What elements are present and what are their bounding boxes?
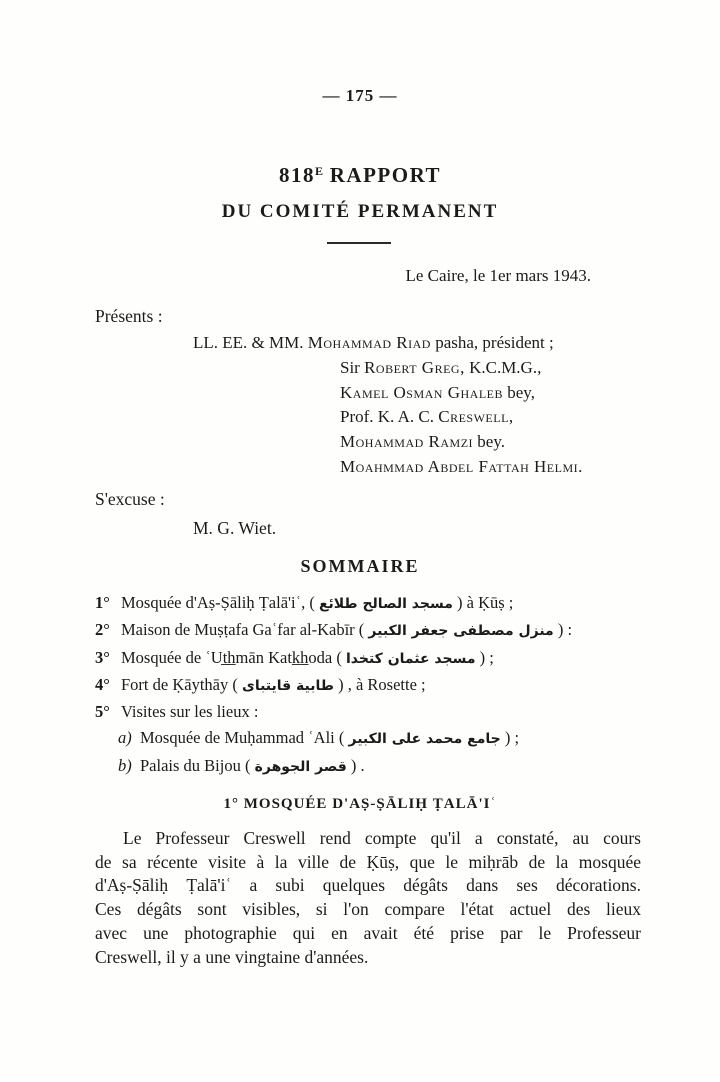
attendee-name: Robert Greg,: [364, 357, 465, 377]
page-number: — 175 —: [322, 86, 398, 105]
report-title: [0, 163, 720, 188]
attendee-prefix: Sir: [340, 357, 365, 377]
sommaire-item-tail: ) ;: [475, 647, 494, 667]
sommaire-list: [95, 590, 655, 780]
arabic-text: مسجد الصالح طلائع: [318, 596, 453, 612]
report-number-ordinal: E: [314, 164, 323, 178]
excuse-label: S'excuse :: [95, 489, 165, 509]
dateline: Le Caire, le 1er mars 1943.: [405, 266, 591, 285]
attendee-line: [340, 381, 655, 406]
arabic-text: جامع محمد على الكبير: [348, 731, 501, 748]
sommaire-subitem: [118, 725, 655, 752]
sommaire-item-text: Mosquée d'Aṣ-Ṣāliḥ Ṭalā'iʿ, (: [121, 593, 319, 612]
title-rule: [327, 242, 391, 244]
sommaire-item-number: 5°: [95, 702, 110, 722]
body-paragraph: [95, 827, 641, 969]
sommaire-item: [95, 617, 655, 644]
paragraph-line: de sa récente visite à la ville de Ḳūṣ, que le miḥrāb de la mosquée: [95, 851, 641, 872]
attendee-suffix: K.C.M.G.,: [464, 357, 542, 377]
sommaire-item: [95, 699, 655, 725]
paragraph-line: Le Professeur Creswell rend compte qu'il a constaté, au cours: [123, 828, 641, 848]
sommaire-subitem-text: Mosquée de Muḥammad ʿAli (: [140, 728, 349, 748]
sommaire-item: [95, 672, 655, 699]
sommaire-item-tail: ) :: [553, 620, 573, 640]
sommaire-item-text: Fort de Ḳāythāy (: [121, 674, 242, 694]
attendee-name: Creswell,: [438, 407, 514, 427]
attendee-prefix: LL. EE. & MM.: [193, 333, 308, 352]
section-heading: 1° MOSQUÉE D'AṢ-ṢĀLIḤ ṬALĀ'Iʿ: [223, 796, 497, 812]
sommaire-title: SOMMAIRE: [300, 556, 420, 576]
report-word: RAPPORT: [323, 163, 442, 187]
attendee-suffix: pasha, président ;: [430, 333, 554, 352]
sommaire-item-tail: ) à Ḳūṣ ;: [452, 593, 514, 612]
sommaire-item-tail: ) , à Rosette ;: [333, 674, 426, 694]
sommaire-item-text: Maison de Muṣṭafa Gaʿfar al-Kabīr (: [121, 620, 369, 640]
sommaire-subitem-tail: ) ;: [500, 728, 520, 748]
sommaire-item-text: Mosquée de ʿUt̲h̲mān Katk̲h̲oda (: [121, 647, 346, 667]
attendee-line: [340, 405, 655, 430]
attendee-prefix: Prof. K. A. C.: [340, 407, 439, 427]
attendee-suffix: bey.: [473, 432, 505, 452]
paragraph-line: Ces dégâts sont visibles, si l'on compare l'état actuel des lieux: [95, 899, 641, 920]
attendee-name: Moahmmad Abdel Fattah Helmi.: [340, 456, 583, 476]
attendee-line: [340, 356, 655, 381]
sommaire-item-number: 3°: [95, 647, 110, 667]
report-subtitle: DU COMITÉ PERMANENT: [221, 201, 499, 222]
arabic-text: طابية قايتباى: [241, 677, 334, 694]
sommaire-item-number: 1°: [95, 593, 110, 612]
attendee-list: [95, 331, 655, 480]
arabic-text: منزل مصطفى جعفر الكبير: [368, 623, 554, 640]
attendee-suffix: bey,: [503, 382, 535, 402]
sommaire-subitem-text: Palais du Bijou (: [140, 755, 255, 775]
sommaire-subitem-letter: a): [118, 728, 132, 748]
report-number: 818: [278, 163, 315, 187]
sommaire-item-text: Visites sur les lieux :: [121, 702, 259, 722]
attendee-line: [340, 430, 655, 455]
attendee-name: Mohammad Ramzi: [340, 432, 474, 452]
paragraph-line: d'Aṣ-Ṣāliḥ Ṭalā'iʿ a subi quelques dégâts dans ses décorations.: [95, 875, 641, 896]
attendee-line: [193, 331, 655, 356]
attendee-line: [340, 455, 655, 480]
sommaire-item: [95, 590, 655, 617]
sommaire-subitem: [118, 753, 655, 780]
attendee-name: Mohammad Riad: [307, 333, 431, 352]
sommaire-subitem-tail: ) .: [346, 755, 365, 775]
presents-label: Présents :: [95, 306, 163, 326]
arabic-text: مسجد عثمان كتخدا: [345, 650, 476, 667]
arabic-text: قصر الجوهرة: [254, 758, 347, 775]
sommaire-item-number: 4°: [95, 674, 110, 694]
attendee-name: Kamel Osman Ghaleb: [340, 382, 503, 402]
paragraph-line: Creswell, il y a une vingtaine d'années.: [95, 946, 369, 967]
paragraph-line: avec une photographie qui en avait été prise par le Professeur: [95, 922, 641, 943]
sommaire-item: [95, 645, 655, 672]
sommaire-item-number: 2°: [95, 620, 110, 640]
sommaire-subitem-letter: b): [118, 755, 132, 775]
excused-name: M. G. Wiet.: [193, 518, 277, 538]
